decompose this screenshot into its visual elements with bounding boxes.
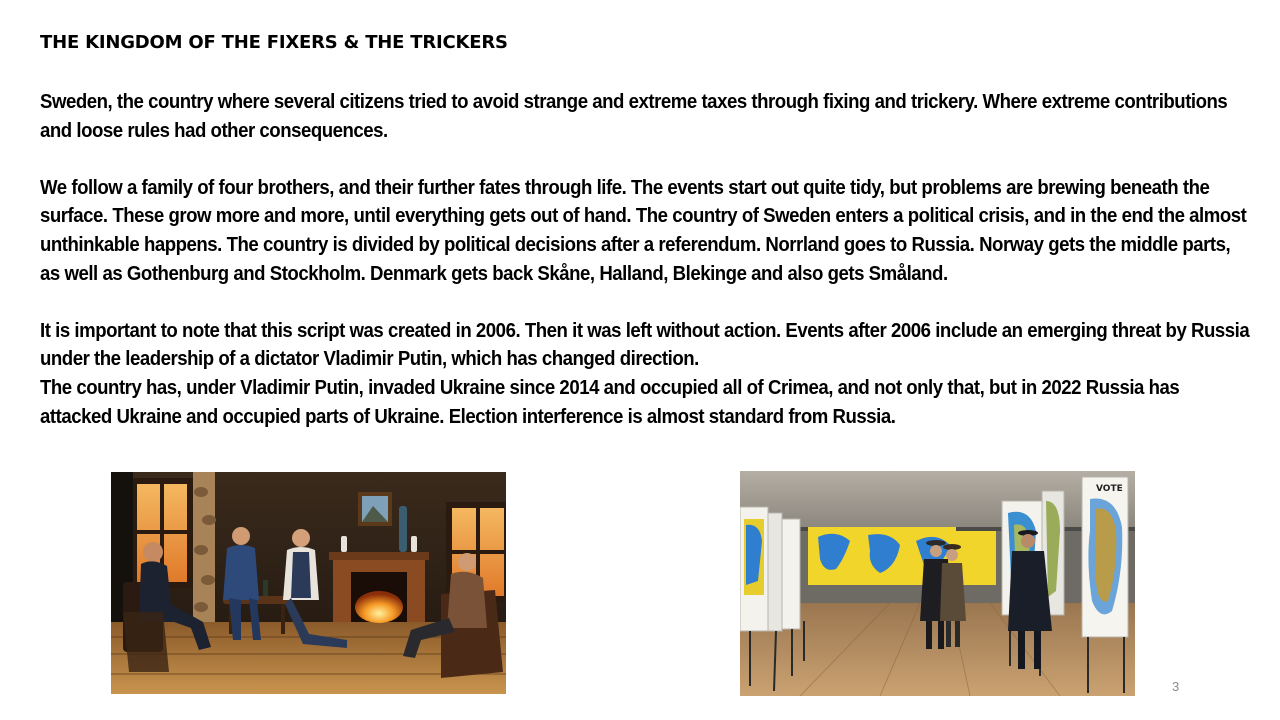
paragraph-russia: The country has, under Vladimir Putin, invaded Ukraine since 2014 and occupied all of Crimea, and not only that, but in 2022 Russia has attacked Ukraine and occupied parts of Ukraine. Election interference is almost standard from Russia.: [40, 376, 1180, 428]
paragraph-story: We follow a family of four brothers, and their further fates through life. The events start out quite tidy, but problems are brewing beneath the surface. These grow more and more, until everything gets out of hand. The country of Sweden enters a political crisis, and in the end the almost unthinkable happens. The country is divided by political decisions after a referendum. Norrland goes to Russia. Norway gets the middle parts, as well as Gothenburg and Stockholm. Denmark gets back Skåne, Halland, Blekinge and also gets Småland.: [40, 176, 1247, 285]
paragraph-intro: Sweden, the country where several citizens tried to avoid strange and extreme taxes through fixing and trickery. Where extreme contributions and loose rules had other consequences.: [40, 91, 1228, 142]
slide-body: [40, 88, 1255, 431]
page-number: 3: [1172, 679, 1180, 694]
voting-hall-image: [740, 471, 1135, 696]
paragraph-note: It is important to note that this script was created in 2006. Then it was left without action. Events after 2006 include an emerging threat by Russia under the leadership of a dictator Vladimir Putin, which has changed direction.: [40, 319, 1250, 371]
slide-title: THE KINGDOM OF THE FIXERS & THE TRICKERS: [40, 32, 508, 53]
brothers-fireplace-image: [111, 472, 506, 694]
vote-sign-text: VOTE: [1096, 484, 1123, 494]
